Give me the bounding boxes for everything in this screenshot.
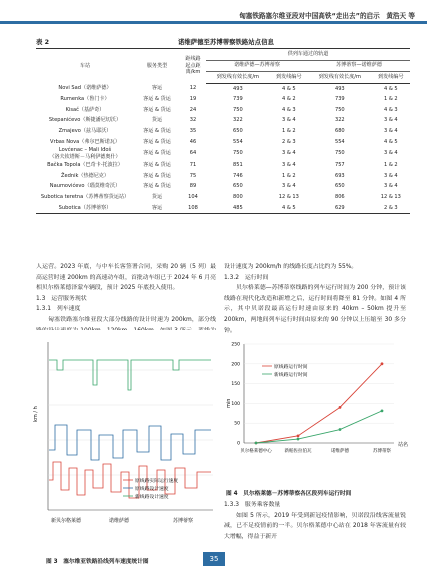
fig4-legend-1: 新线路运行时间 <box>274 373 308 378</box>
fig4-point <box>339 428 342 431</box>
cell-station: Vrbas Nova（弗尔巴斯诺瓦） <box>49 138 121 145</box>
cell-t1: 3 & 4 <box>281 117 296 124</box>
cell-t2: 3 & 4 <box>383 183 398 190</box>
table-row <box>36 171 410 182</box>
cell-station: Zmajevo（兹马耶沃） <box>58 127 112 134</box>
cell-t1: 1 & 2 <box>281 127 296 134</box>
cell-len2: 750 <box>334 106 345 113</box>
cell-len1: 493 <box>232 85 243 92</box>
cell-len2: 554 <box>334 138 345 145</box>
cell-t2: 4 & 5 <box>383 138 398 145</box>
cell-service: 客运 & 货运 <box>143 96 171 103</box>
table-title: 诺维萨德至苏博蒂察铁路站点信息 <box>178 38 274 46</box>
cell-service: 客运 & 货运 <box>143 150 171 157</box>
fig3-legend-0: 原线路实际运行速度 <box>135 479 179 484</box>
cell-t2: 4 & 3 <box>383 106 398 113</box>
cell-service: 客运 & 货运 <box>143 106 171 113</box>
fig4-point <box>381 362 384 365</box>
fig4-ytick: 150 <box>231 382 240 388</box>
cell-t2: 3 & 4 <box>383 117 398 124</box>
cell-len1: 739 <box>232 96 243 103</box>
right-para-3: 如图 5 所示，2019 年受到新冠疫情影响，贝诺段沿线客流量锐减，已不足疫情前的一半。贝尔格莱德中心站在 2018 年客流量有较大增幅，得益于新开 <box>224 512 406 540</box>
cell-station: Naumovićevo（瑙莫维奇沃） <box>49 183 121 190</box>
cell-service: 客运 & 货运 <box>143 172 171 179</box>
th-len-2: 到发线有效长度/m <box>308 72 372 84</box>
cell-t2: 3 & 4 <box>383 150 398 157</box>
cell-service: 客运 <box>151 85 163 92</box>
cell-t1: 4 & 2 <box>281 96 296 103</box>
cell-len1: 650 <box>232 127 243 134</box>
fig4-ytick: 100 <box>231 401 240 407</box>
table-row <box>36 83 410 94</box>
th-service: 服务类型 <box>134 49 180 84</box>
cell-t1: 4 & 3 <box>281 106 296 113</box>
fig3-xlabel-2: 苏博蒂察 <box>173 518 194 524</box>
cell-km: 12 <box>189 85 197 92</box>
cell-t2: 3 & 4 <box>383 127 398 134</box>
fig4-runtime-chart <box>222 338 408 486</box>
cell-len2: 629 <box>308 203 372 214</box>
cell-station: Žednik（热德尼克） <box>60 172 109 179</box>
cell-station: Stepanićevo（斯捷潘尼切沃） <box>48 117 122 124</box>
th-distance: 距线路 起点距 离/km <box>180 49 206 84</box>
cell-t1: 4 & 5 <box>281 85 296 92</box>
cell-t1: 3 & 4 <box>281 150 296 157</box>
fig3-xlabel-1: 诺维萨德 <box>109 518 130 524</box>
fig3-ylabel: km / h <box>33 406 39 422</box>
table-row <box>36 94 410 105</box>
fig4-caption: 图 4 贝尔格莱德－苏博蒂察各区段列车运行时间 <box>226 491 352 497</box>
cell-t2: 1 & 2 <box>383 96 398 103</box>
cell-km: 104 <box>188 193 198 200</box>
th-tracks: 供列车通过的轨道 <box>206 49 410 61</box>
cell-station: Kisač（基萨奇） <box>65 106 105 113</box>
fig4-point <box>297 434 300 437</box>
th-len-1: 到发线有效长度/m <box>206 72 270 84</box>
fig4-xtick: 诺维萨德 <box>331 449 349 454</box>
cell-station-line2: （洛夫钦塔斯－马利伊德奥什） <box>49 153 121 160</box>
cell-len1: 650 <box>232 183 243 190</box>
cell-t1: 3 & 4 <box>281 183 296 190</box>
cell-km: 19 <box>189 96 197 103</box>
cell-t1: 12 & 13 <box>278 193 299 200</box>
cell-station: Novi Sad（诺维萨德） <box>58 85 112 92</box>
table-row <box>36 182 410 193</box>
cell-service: 客运 & 货运 <box>143 127 171 134</box>
cell-len2: 750 <box>334 150 345 157</box>
cell-len1: 750 <box>232 150 243 157</box>
fig4-xtick: 新帕佐拉伯瓦 <box>284 449 312 454</box>
cell-t1: 1 & 2 <box>281 172 296 179</box>
cell-station: Subotica（苏博蒂察） <box>36 203 134 214</box>
right-para-2: 贝尔格莱德—苏博蒂察线路的列车运行时间为 200 分钟，预计该线路在现代化改造和新增之后，运行时间将降至 81 分钟。如图 4 所示，其中贝诺段最高运行时速由原来的 40km – 50km 提升至 200km，两地间列车运行时间由原来的 90 分钟以上压缩至 30 多分钟。 <box>224 285 406 334</box>
table-row <box>36 116 410 127</box>
table-row <box>36 160 410 171</box>
cell-len1: 800 <box>232 193 243 200</box>
fig4-point <box>255 442 258 445</box>
cell-t2: 1 & 2 <box>383 162 398 169</box>
cell-t2: 3 & 4 <box>383 172 398 179</box>
cell-t1: 4 & 5 <box>270 203 308 214</box>
cell-len1: 485 <box>206 203 270 214</box>
cell-km: 24 <box>189 106 197 113</box>
cell-km: 89 <box>189 183 197 190</box>
cell-station: Bačka Topola（巴奇卡·托波拉） <box>47 162 123 169</box>
cell-t2: 12 & 13 <box>380 193 401 200</box>
fig3-caption: 图 3 塞尔维亚铁路沿线列车速度统计图 <box>46 559 149 565</box>
cell-km: 108 <box>180 203 206 214</box>
cell-service: 客运 <box>134 203 180 214</box>
cell-len2: 493 <box>334 85 345 92</box>
th-track-2: 到发线编号 <box>372 72 410 84</box>
station-table <box>36 48 410 214</box>
section-1-3-2: 1.3.2 运行时间 <box>224 274 269 281</box>
running-header: 匈塞铁路塞尔维亚段对中国高铁“走出去”的启示 黄浩天 等 <box>239 12 415 20</box>
cell-len1: 746 <box>232 172 243 179</box>
cell-station <box>36 147 134 160</box>
cell-km: 32 <box>189 117 197 124</box>
table-number: 表 2 <box>36 38 50 46</box>
right-column-bottom <box>224 500 406 542</box>
right-column-top <box>224 262 406 336</box>
page-number: 35 <box>203 552 225 566</box>
fig4-ytick: 200 <box>231 362 240 368</box>
cell-len1: 851 <box>232 162 243 169</box>
table-row <box>36 203 410 214</box>
table-row <box>36 105 410 116</box>
cell-km: 35 <box>189 127 197 134</box>
cell-t2: 4 & 5 <box>383 85 398 92</box>
cell-station-line1: Lovćenac – Mali Iđoš <box>58 147 112 154</box>
cell-t1: 2 & 3 <box>281 138 296 145</box>
fig3-xlabel-0: 新贝尔格莱德 <box>51 518 82 524</box>
cell-km: 71 <box>189 162 197 169</box>
th-novi-subo: 诺维萨德—苏博蒂察 <box>206 60 308 72</box>
cell-t1: 3 & 4 <box>281 162 296 169</box>
cell-len2: 680 <box>334 127 345 134</box>
cell-service: 客运 & 货运 <box>143 183 171 190</box>
th-subo-novi: 苏博蒂察—诺维萨德 <box>308 60 410 72</box>
cell-len2: 650 <box>334 183 345 190</box>
cell-len1: 750 <box>232 106 243 113</box>
cell-len2: 322 <box>334 117 345 124</box>
cell-km: 46 <box>189 138 197 145</box>
table-row <box>36 192 410 203</box>
fig3-speed-chart <box>33 330 216 548</box>
header-rule <box>0 21 427 24</box>
cell-len2: 693 <box>334 172 345 179</box>
fig4-xtick: 苏博蒂察 <box>373 449 391 454</box>
table-row <box>36 137 410 148</box>
right-para-1: 设计速度为 200km/h 的线路长度占比约为 55%。 <box>224 264 358 270</box>
cell-len2: 739 <box>334 96 345 103</box>
fig4-xlabel: 站名 <box>398 442 408 448</box>
fig3-legend-1: 原线路设计速度 <box>135 487 169 492</box>
fig4-point <box>297 438 300 441</box>
cell-len1: 322 <box>232 117 243 124</box>
fig4-ytick: 250 <box>231 342 240 348</box>
table-row <box>36 147 410 160</box>
cell-service: 货运 <box>151 193 163 200</box>
fig4-point <box>381 410 384 413</box>
fig4-ytick: 50 <box>234 421 240 427</box>
cell-service: 货运 <box>151 117 163 124</box>
cell-station: Subotica teretna（苏博蒂察货运站） <box>40 193 130 200</box>
fig4-legend-0: 原线路运行时间 <box>274 365 308 370</box>
section-1-3-3: 1.3.3 服务乘客数量 <box>224 502 281 508</box>
cell-km: 64 <box>189 150 197 157</box>
cell-station: Rumenka（鲁门卡） <box>60 96 110 103</box>
th-station: 车站 <box>36 49 134 84</box>
cell-len1: 554 <box>232 138 243 145</box>
cell-service: 客运 & 货运 <box>143 138 171 145</box>
cell-len2: 757 <box>334 162 345 169</box>
fig4-ytick: 0 <box>237 441 240 447</box>
section-1-3-1: 1.3.1 列车速度 <box>36 306 81 313</box>
fig3-legend-2: 新线路设计速度 <box>135 495 169 500</box>
cell-service: 客运 & 货运 <box>143 162 171 169</box>
fig4-ylabel: min <box>226 398 232 408</box>
table-row <box>36 126 410 137</box>
left-para-2: 匈塞铁路塞尔维亚段大部分线路的设计时速为 200km，部分线 <box>48 316 216 323</box>
left-para-1: 人运营。2023 年底，与中车长客签署合同，采购 20 辆（5 列）最高运营时速 200km 的高速动车组，首批动车组已于 2024 年 6 月亮相贝尔格莱德泽蒙车辆段，预计 2025 年底投入使用。 <box>36 264 216 292</box>
cell-km: 75 <box>189 172 197 179</box>
cell-len2: 806 <box>334 193 345 200</box>
cell-t2: 2 & 3 <box>372 203 410 214</box>
th-track-1: 到发线编号 <box>270 72 308 84</box>
fig4-xtick: 贝尔格莱德中心 <box>240 449 272 454</box>
fig4-point <box>339 406 342 409</box>
section-1-3: 1.3 运营服务现状 <box>36 295 87 302</box>
